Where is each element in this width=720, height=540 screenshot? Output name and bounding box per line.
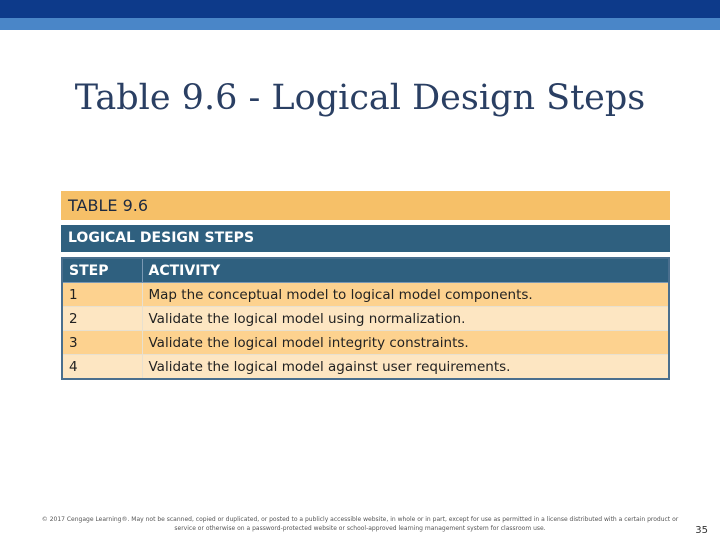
header-step: STEP: [62, 258, 142, 283]
slide-title: Table 9.6 - Logical Design Steps: [74, 78, 646, 118]
table-row: [62, 307, 669, 331]
header-activity: ACTIVITY: [142, 258, 669, 283]
step-cell: 1: [62, 283, 142, 307]
table-row: [62, 283, 669, 307]
table-row: [62, 331, 669, 355]
step-cell: 3: [62, 331, 142, 355]
table-header-row: [62, 258, 669, 283]
table-number-label: TABLE 9.6: [61, 191, 670, 220]
activity-cell: Map the conceptual model to logical model components.: [142, 283, 669, 307]
top-banner-light: [0, 18, 720, 30]
step-cell: 2: [62, 307, 142, 331]
table-figure: [61, 191, 670, 380]
logical-design-steps-table: [61, 257, 670, 380]
activity-cell: Validate the logical model against user requirements.: [142, 355, 669, 380]
step-cell: 4: [62, 355, 142, 380]
activity-cell: Validate the logical model using normalization.: [142, 307, 669, 331]
copyright-footer: © 2017 Cengage Learning®. May not be scanned, copied or duplicated, or posted to a publicly accessible website, in whole or in part, except for use as permitted in a license distributed with a certain product or service or otherwise on a password-protected website or school-approved learning management system for classroom use.: [41, 516, 679, 532]
page-number: 35: [695, 525, 708, 536]
table-title-bar: LOGICAL DESIGN STEPS: [61, 225, 670, 252]
top-banner-dark: [0, 0, 720, 18]
table-row: [62, 355, 669, 380]
activity-cell: Validate the logical model integrity constraints.: [142, 331, 669, 355]
